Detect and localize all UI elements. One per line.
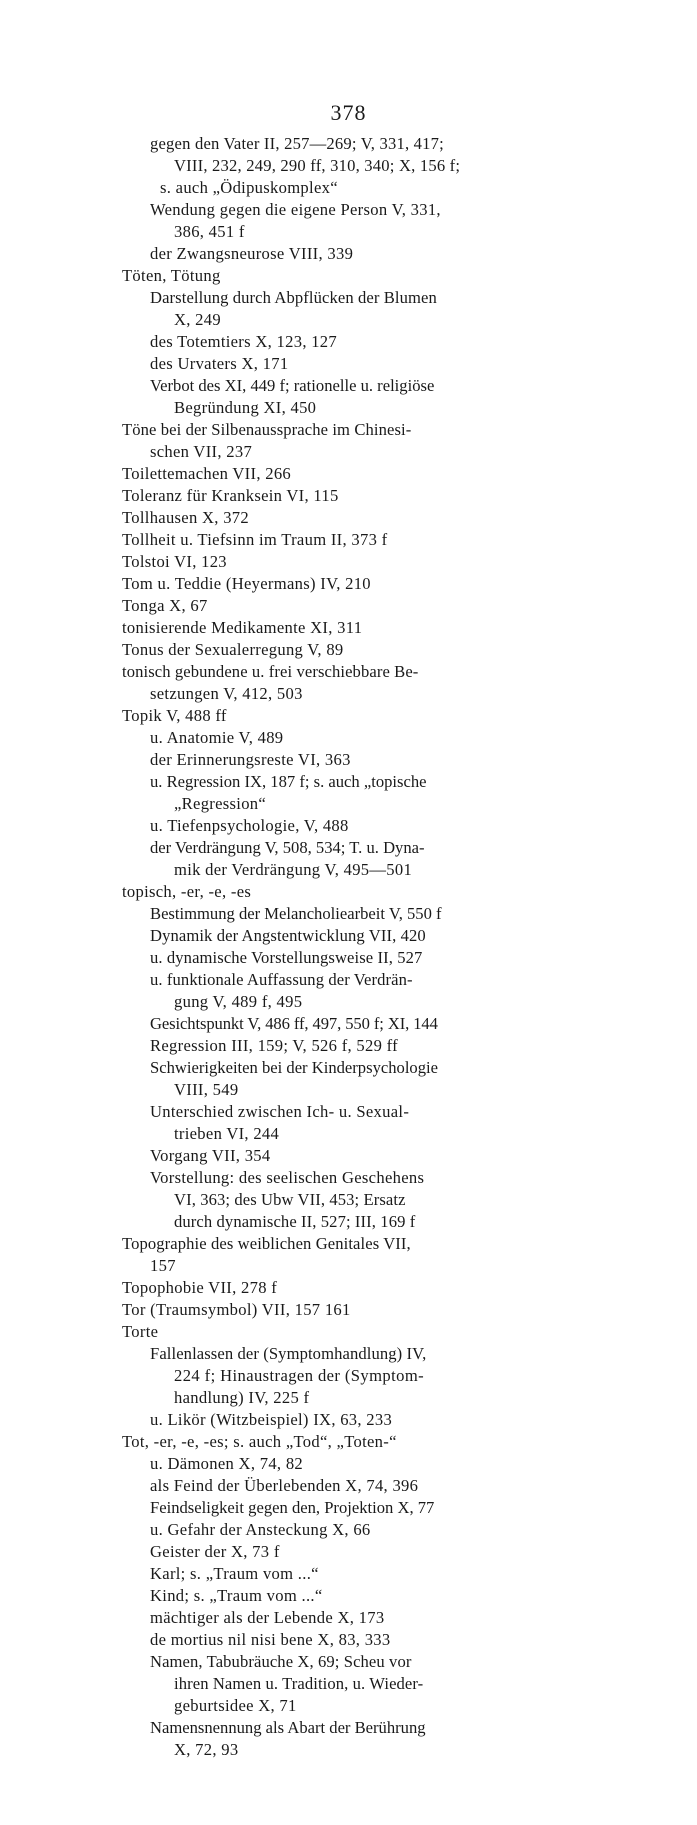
index-line: 224 f; Hinaustragen der (Symptom- bbox=[174, 1366, 425, 1385]
index-line: Kind; s. „Traum vom ...“ bbox=[150, 1586, 323, 1605]
index-line: VIII, 232, 249, 290 ff, 310, 340; X, 156 f; bbox=[174, 156, 461, 175]
index-line: u. funktionale Auffassung der Verdrän- bbox=[150, 970, 413, 989]
index-line: u. Dämonen X, 74, 82 bbox=[150, 1454, 304, 1473]
index-line: Wendung gegen die eigene Person V, 331, bbox=[150, 200, 441, 219]
index-line: Schwierigkeiten bei der Kinderpsychologie bbox=[150, 1058, 439, 1077]
index-line: Tonus der Sexualerregung V, 89 bbox=[122, 640, 344, 659]
index-line: 157 bbox=[150, 1256, 176, 1275]
index-line: Begründung XI, 450 bbox=[174, 398, 317, 417]
index-line: Gesichtspunkt V, 486 ff, 497, 550 f; XI, 144 bbox=[150, 1014, 438, 1033]
index-line: der Zwangsneurose VIII, 339 bbox=[150, 244, 354, 263]
index-line: Tor (Traumsymbol) VII, 157 161 bbox=[122, 1300, 351, 1319]
index-line: Geister der X, 73 f bbox=[150, 1542, 280, 1561]
index-line: Tom u. Teddie (Heyermans) IV, 210 bbox=[122, 574, 371, 593]
index-line: Regression III, 159; V, 526 f, 529 ff bbox=[150, 1036, 399, 1055]
index-line: tonisierende Medikamente XI, 311 bbox=[122, 618, 363, 637]
index-line: Unterschied zwischen Ich- u. Sexual- bbox=[150, 1102, 410, 1121]
index-line: handlung) IV, 225 f bbox=[174, 1388, 310, 1407]
index-line: mächtiger als der Lebende X, 173 bbox=[150, 1608, 385, 1627]
index-line: Toilettemachen VII, 266 bbox=[122, 464, 292, 483]
index-line: schen VII, 237 bbox=[150, 442, 253, 461]
index-line: Feindseligkeit gegen den, Projektion X, 77 bbox=[150, 1498, 435, 1517]
index-line: u. Regression IX, 187 f; s. auch „topische bbox=[150, 772, 427, 791]
index-line: geburtsidee X, 71 bbox=[174, 1696, 297, 1715]
index-line: des Totemtiers X, 123, 127 bbox=[150, 332, 338, 351]
index-line: Topik V, 488 ff bbox=[122, 706, 227, 725]
index-line: Darstellung durch Abpflücken der Blumen bbox=[150, 288, 437, 307]
index-line: Dynamik der Angstentwicklung VII, 420 bbox=[150, 926, 426, 945]
index-line: setzungen V, 412, 503 bbox=[150, 684, 303, 703]
index-line: Tonga X, 67 bbox=[122, 596, 208, 615]
index-line: „Regression“ bbox=[174, 794, 267, 813]
index-line: Tolstoi VI, 123 bbox=[122, 552, 227, 571]
index-line: u. Tiefenpsychologie, V, 488 bbox=[150, 816, 349, 835]
index-line: Tollheit u. Tiefsinn im Traum II, 373 f bbox=[122, 530, 388, 549]
index-line: Verbot des XI, 449 f; rationelle u. religiöse bbox=[150, 376, 435, 395]
index-line: u. Anatomie V, 489 bbox=[150, 728, 284, 747]
index-line: Torte bbox=[122, 1322, 159, 1341]
index-line: Fallenlassen der (Symptomhandlung) IV, bbox=[150, 1344, 427, 1363]
index-line: Topographie des weiblichen Genitales VII, bbox=[122, 1234, 411, 1253]
index-line: tonisch gebundene u. frei verschiebbare Be- bbox=[122, 662, 419, 681]
index-line: Tollhausen X, 372 bbox=[122, 508, 249, 527]
index-line: VIII, 549 bbox=[174, 1080, 239, 1099]
index-line: als Feind der Überlebenden X, 74, 396 bbox=[150, 1476, 419, 1495]
index-line: durch dynamische II, 527; III, 169 f bbox=[174, 1212, 416, 1231]
index-line: X, 72, 93 bbox=[174, 1740, 239, 1759]
page-number: 378 bbox=[330, 100, 367, 125]
index-line: Namen, Tabubräuche X, 69; Scheu vor bbox=[150, 1652, 412, 1671]
index-line: Vorgang VII, 354 bbox=[150, 1146, 271, 1165]
index-line: u. Likör (Witzbeispiel) IX, 63, 233 bbox=[150, 1410, 393, 1429]
index-line: der Verdrängung V, 508, 534; T. u. Dyna- bbox=[150, 838, 425, 857]
index-line: ihren Namen u. Tradition, u. Wieder- bbox=[174, 1674, 424, 1693]
index-line: mik der Verdrängung V, 495—501 bbox=[174, 860, 413, 879]
index-line: Toleranz für Kranksein VI, 115 bbox=[122, 486, 339, 505]
index-line: 386, 451 f bbox=[174, 222, 245, 241]
index-line: Vorstellung: des seelischen Geschehens bbox=[150, 1168, 425, 1187]
index-line: gung V, 489 f, 495 bbox=[174, 992, 303, 1011]
index-line: u. Gefahr der Ansteckung X, 66 bbox=[150, 1520, 371, 1539]
index-line: topisch, -er, -e, -es bbox=[122, 882, 252, 901]
index-line: u. dynamische Vorstellungsweise II, 527 bbox=[150, 948, 423, 967]
index-line: Karl; s. „Traum vom ...“ bbox=[150, 1564, 319, 1583]
index-line: VI, 363; des Ubw VII, 453; Ersatz bbox=[174, 1190, 406, 1209]
index-line: Namensnennung als Abart der Berührung bbox=[150, 1718, 426, 1737]
index-line: Töten, Tötung bbox=[122, 266, 221, 285]
index-line: des Urvaters X, 171 bbox=[150, 354, 289, 373]
index-line: Topophobie VII, 278 f bbox=[122, 1278, 278, 1297]
index-line: Bestimmung der Melancholiearbeit V, 550 f bbox=[150, 904, 442, 923]
index-line: de mortius nil nisi bene X, 83, 333 bbox=[150, 1630, 391, 1649]
index-line: Töne bei der Silbenaussprache im Chinesi- bbox=[122, 420, 412, 439]
index-line: gegen den Vater II, 257—269; V, 331, 417; bbox=[150, 134, 444, 153]
index-line: s. auch „Ödipuskomplex“ bbox=[160, 178, 338, 197]
index-line: X, 249 bbox=[174, 310, 221, 329]
index-line: der Erinnerungsreste VI, 363 bbox=[150, 750, 351, 769]
index-line: Tot, -er, -e, -es; s. auch „Tod“, „Toten-“ bbox=[122, 1432, 397, 1451]
index-line: trieben VI, 244 bbox=[174, 1124, 280, 1143]
